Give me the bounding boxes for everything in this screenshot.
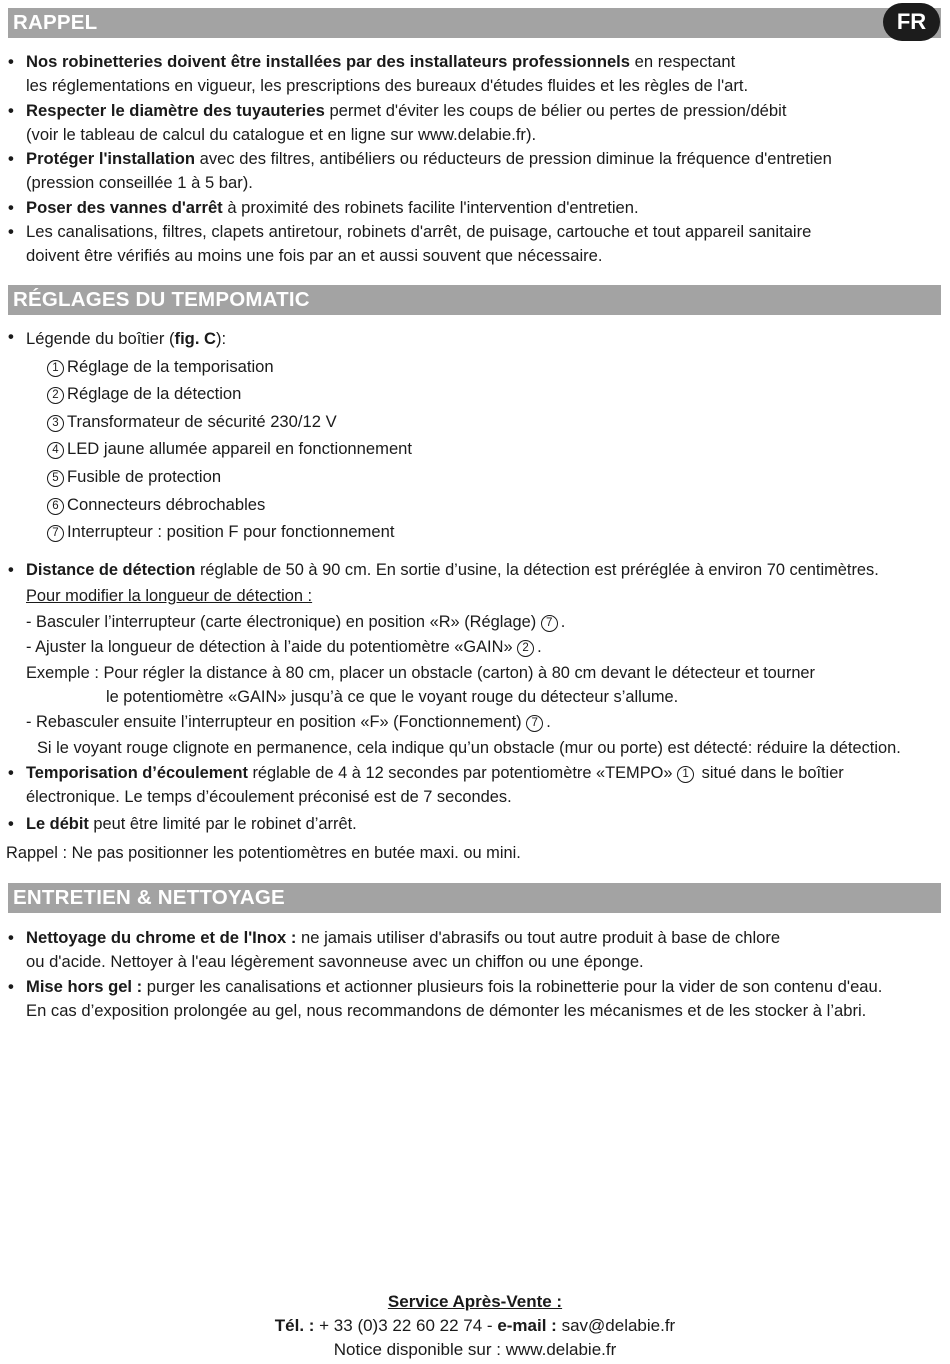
item-bold: Respecter le diamètre des tuyauteries [26, 100, 325, 120]
section-header-entretien: ENTRETIEN & NETTOYAGE [8, 883, 941, 913]
step-text: - Rebasculer ensuite l’interrupteur en position «F» (Fonctionnement) [26, 713, 522, 732]
circled-number: 3 [47, 415, 64, 432]
example-text: Pour régler la distance à 80 cm, placer un obstacle (carton) à 80 cm devant le détecteur et tourner [103, 664, 816, 683]
circled-number: 4 [47, 442, 64, 459]
list-item [8, 50, 943, 99]
legend-item [8, 380, 943, 408]
entretien-list [8, 926, 943, 1023]
step-text: - Ajuster la longueur de détection à l’aide du potentiomètre «GAIN» [26, 638, 513, 657]
legend-item [8, 353, 943, 381]
circled-number: 1 [677, 766, 694, 783]
item-text: purger les canalisations et actionner plusieurs fois la robinetterie pour la vider de son contenu d'eau. [142, 976, 883, 996]
figure-reference: fig. C [174, 329, 217, 348]
item-continuation: doivent être vérifiés au moins une fois par an et aussi souvent que nécessaire. [26, 246, 603, 266]
list-item [8, 196, 943, 220]
item-bold: Distance de détection [26, 561, 196, 579]
section-header-rappel: RAPPEL [8, 8, 941, 38]
tel-label: Tél. : [274, 1316, 315, 1335]
circled-number: 2 [517, 640, 534, 657]
step-text: - Basculer l’interrupteur (carte électronique) en position «R» (Réglage) [26, 612, 537, 631]
legend-text: Réglage de la temporisation [67, 356, 274, 376]
circled-number: 7 [526, 715, 543, 732]
item-continuation: (pression conseillée 1 à 5 bar). [26, 173, 253, 193]
legend-text: Transformateur de sécurité 230/12 V [67, 411, 337, 431]
email-address: sav@delabie.fr [556, 1316, 676, 1335]
item-text: avec des filtres, antibéliers ou réducteurs de pression diminue la fréquence d'entretien [195, 149, 832, 169]
item-text: situé dans le boîtier [697, 764, 844, 783]
email-label: e-mail : [497, 1316, 557, 1335]
item-continuation: En cas d’exposition prolongée au gel, nous recommandons de démonter les mécanismes et de les stocker à l’abri. [26, 1000, 867, 1020]
footer [0, 1290, 950, 1362]
item-bold: Temporisation d’écoulement [26, 764, 248, 783]
circled-number: 5 [47, 470, 64, 487]
footer-title: Service Après-Vente : [387, 1292, 563, 1311]
legend-intro [8, 325, 943, 353]
circled-number: 7 [47, 525, 64, 542]
example-continuation: le potentiomètre «GAIN» jusqu’à ce que le voyant rouge du détecteur s’allume. [106, 688, 679, 707]
legend-item [8, 463, 943, 491]
tempo-item [8, 761, 943, 810]
list-item [8, 147, 943, 196]
circled-number: 6 [47, 498, 64, 515]
legend-text: Connecteurs débrochables [67, 494, 266, 514]
legend-item [8, 435, 943, 463]
tel-number: + 33 (0)3 22 60 22 74 - [314, 1316, 498, 1335]
example-label: Exemple : [26, 664, 99, 683]
legend-intro-text: Légende du boîtier ( [26, 329, 175, 348]
list-item [8, 926, 943, 975]
circled-number: 1 [47, 360, 64, 377]
item-text: peut être limité par le robinet d’arrêt. [88, 814, 357, 833]
debit-item [8, 812, 943, 836]
legend-item [8, 518, 943, 546]
item-text: Les canalisations, filtres, clapets antiretour, robinets d'arrêt, de puisage, cartouche et tout appareil sanitaire [26, 222, 812, 242]
list-item [8, 220, 943, 269]
list-item [8, 975, 943, 1024]
modifier-heading: Pour modifier la longueur de détection : [26, 586, 313, 605]
rappel-list [8, 50, 943, 269]
legend-intro-end: ): [216, 329, 227, 348]
item-bold: Le débit [26, 814, 89, 833]
legend-text: Interrupteur : position F pour fonctionnement [67, 522, 395, 542]
legend-item [8, 408, 943, 436]
item-text: permet d'éviter les coups de bélier ou pertes de pression/débit [324, 100, 787, 120]
item-continuation: électronique. Le temps d’écoulement préconisé est de 7 secondes. [26, 788, 512, 807]
item-text: réglable de 50 à 90 cm. En sortie d’usine, la détection est préréglée à environ 70 centimètres. [195, 561, 879, 579]
list-item [8, 99, 943, 148]
detection-section [8, 558, 943, 865]
notice-link-text: Notice disponible sur : www.delabie.fr [333, 1340, 617, 1359]
item-continuation: les réglementations en vigueur, les prescriptions des bureaux d'études fluides et les règles de l'art. [26, 76, 749, 96]
legend-text: Réglage de la détection [67, 384, 242, 404]
item-bold: Nettoyage du chrome et de l'Inox : [26, 928, 297, 947]
item-continuation: (voir le tableau de calcul du catalogue et en ligne sur www.delabie.fr). [26, 124, 537, 144]
item-text: réglable de 4 à 12 secondes par potentiomètre «TEMPO» [247, 764, 673, 783]
detection-item: • Distance de détection réglable de 50 à 90 cm. En sortie d’usine, la détection est préréglée à environ 70 centimètres. Pour modifier la longueur de détection : - Basculer l’interrupteur (carte électronique) en position «R» (Réglage) 7 . - Ajuster la longueur de détection à l’aide du potentiomètre «GAIN» 2 . Exemple : Pour régler la distance à 80 cm, placer un obstacle (carton) à 80 cm devant le détecteur et tourner le potentiomètre «GAIN» jusqu’à ce que le voyant rouge du détecteur s’allume. - Rebasculer ensuite l’interrupteur en position «F» (Fonctionnement) 7 . Si le voyant rouge clignote en permanence, cela indique qu’un obstacle (mur ou porte) est détecté: réduire la détection. [8, 558, 943, 761]
item-text: en respectant [630, 52, 736, 71]
legend-section [8, 325, 943, 546]
language-badge: FR [883, 3, 940, 41]
item-text: à proximité des robinets facilite l'intervention d'entretien. [222, 197, 639, 217]
rappel-note: Rappel : Ne pas positionner les potentiomètres en butée maxi. ou mini. [6, 844, 521, 863]
legend-text: Fusible de protection [67, 466, 222, 486]
warning-note: Si le voyant rouge clignote en permanence, cela indique qu’un obstacle (mur ou porte) est détecté: réduire la détection. [37, 739, 901, 758]
section-header-reglages: RÉGLAGES DU TEMPOMATIC [8, 285, 941, 315]
item-bold: Protéger l'installation [26, 149, 195, 169]
item-bold: Mise hors gel : [26, 976, 143, 996]
item-text: ne jamais utiliser d'abrasifs ou tout autre produit à base de chlore [296, 928, 781, 947]
item-continuation: ou d'acide. Nettoyer à l'eau légèrement savonneuse avec un chiffon ou une éponge. [26, 952, 644, 972]
circled-number: 2 [47, 387, 64, 404]
item-bold: Poser des vannes d'arrêt [26, 197, 223, 217]
legend-text: LED jaune allumée appareil en fonctionnement [67, 439, 413, 459]
legend-item [8, 491, 943, 519]
item-bold: Nos robinetteries doivent être installées par des installateurs professionnels [26, 52, 631, 71]
circled-number: 7 [541, 615, 558, 632]
